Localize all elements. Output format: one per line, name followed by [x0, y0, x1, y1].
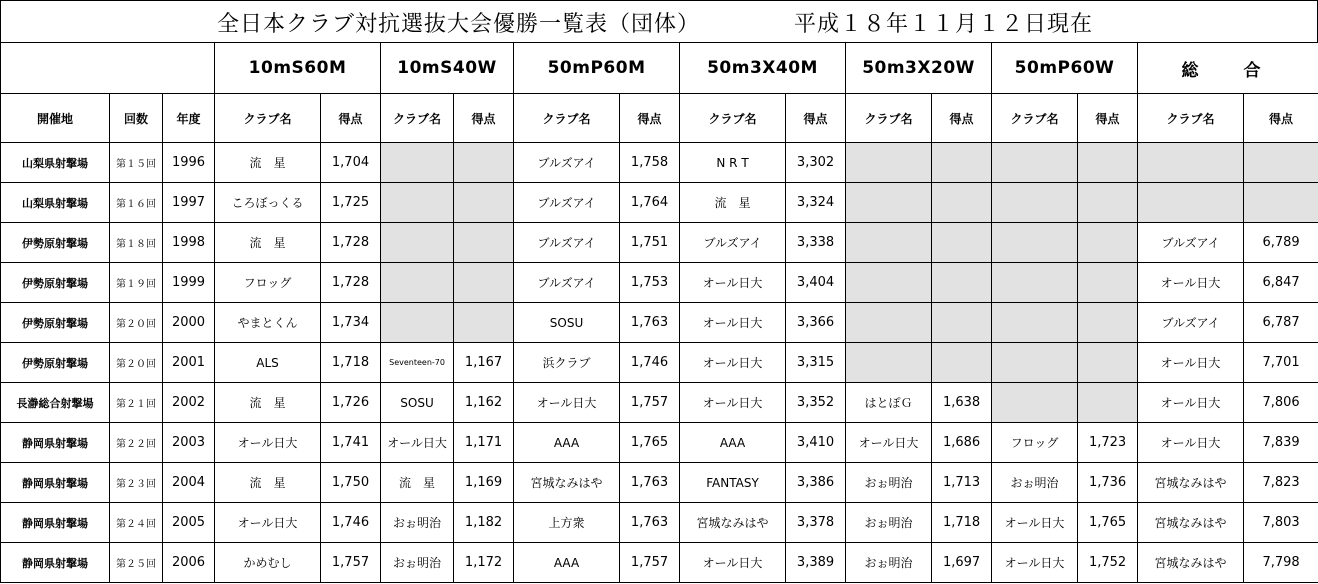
score-cell: 1,162 [454, 383, 514, 423]
table-row [1, 503, 1318, 543]
score-cell: 3,386 [786, 463, 846, 503]
year-cell: 1997 [163, 183, 215, 223]
score-cell: 3,315 [786, 343, 846, 383]
club-name-cell: おぉ明治 [846, 543, 932, 583]
score-cell: 7,823 [1244, 463, 1318, 503]
score-cell: 1,718 [321, 343, 381, 383]
empty-cell [992, 263, 1078, 303]
score-cell: 1,718 [932, 503, 992, 543]
score-cell: 1,713 [932, 463, 992, 503]
club-name-cell: おぉ明治 [381, 543, 454, 583]
round-cell: 第２０回 [110, 343, 163, 383]
score-header: 得点 [1078, 94, 1138, 143]
year-cell: 2001 [163, 343, 215, 383]
club-name-header: クラブ名 [514, 94, 620, 143]
club-name-cell: 流 星 [215, 223, 321, 263]
empty-cell [1138, 143, 1244, 183]
club-name-cell: ALS [215, 343, 321, 383]
club-name-cell: ブルズアイ [1138, 303, 1244, 343]
score-cell: 1,686 [932, 423, 992, 463]
empty-cell [381, 223, 454, 263]
score-cell: 1,728 [321, 263, 381, 303]
empty-cell [846, 183, 932, 223]
club-name-cell: ブルズアイ [680, 223, 786, 263]
score-cell: 1,741 [321, 423, 381, 463]
club-name-header: クラブ名 [680, 94, 786, 143]
score-cell: 1,171 [454, 423, 514, 463]
event-header: 50m3X20W [846, 43, 992, 94]
empty-cell [932, 223, 992, 263]
empty-cell [932, 183, 992, 223]
round-cell: 第１９回 [110, 263, 163, 303]
round-cell: 第１８回 [110, 223, 163, 263]
score-cell: 1,757 [321, 543, 381, 583]
club-name-cell: SOSU [381, 383, 454, 423]
sheet-title: 全日本クラブ対抗選抜大会優勝一覧表（団体） [217, 12, 701, 37]
club-name-header: クラブ名 [1138, 94, 1244, 143]
event-header: 10mS40W [381, 43, 514, 94]
score-cell: 7,839 [1244, 423, 1318, 463]
event-header-blank [1, 43, 215, 94]
round-cell: 第２２回 [110, 423, 163, 463]
score-cell: 1,723 [1078, 423, 1138, 463]
club-name-cell: オール日大 [846, 423, 932, 463]
venue-cell: 伊勢原射撃場 [1, 303, 110, 343]
club-name-cell: オール日大 [1138, 263, 1244, 303]
empty-cell [1078, 223, 1138, 263]
club-name-cell: 浜クラブ [514, 343, 620, 383]
score-cell: 7,798 [1244, 543, 1318, 583]
table-row [1, 303, 1318, 343]
year-cell: 2006 [163, 543, 215, 583]
empty-cell [454, 263, 514, 303]
venue-cell: 静岡県射撃場 [1, 423, 110, 463]
year-cell: 2004 [163, 463, 215, 503]
club-name-cell: オール日大 [992, 503, 1078, 543]
club-name-cell: ころぼっくる [215, 183, 321, 223]
empty-cell [846, 263, 932, 303]
empty-cell [454, 223, 514, 263]
column-header-row [1, 94, 1318, 143]
club-name-cell: ブルズアイ [514, 183, 620, 223]
table-row [1, 383, 1318, 423]
table-row [1, 263, 1318, 303]
club-name-cell: オール日大 [680, 543, 786, 583]
event-header: 50mP60M [514, 43, 680, 94]
table-row [1, 223, 1318, 263]
club-name-cell: ブルズアイ [514, 223, 620, 263]
club-name-cell: オール日大 [992, 543, 1078, 583]
score-cell: 3,324 [786, 183, 846, 223]
score-cell: 1,765 [1078, 503, 1138, 543]
year-cell: 1996 [163, 143, 215, 183]
round-cell: 第２４回 [110, 503, 163, 543]
empty-cell [1078, 303, 1138, 343]
score-cell: 7,701 [1244, 343, 1318, 383]
empty-cell [992, 143, 1078, 183]
score-cell: 1,704 [321, 143, 381, 183]
event-header: 50m3X40M [680, 43, 846, 94]
score-header: 得点 [786, 94, 846, 143]
score-cell: 6,847 [1244, 263, 1318, 303]
club-name-cell: おぉ明治 [992, 463, 1078, 503]
venue-cell: 長瀞総合射撃場 [1, 383, 110, 423]
table-row [1, 543, 1318, 583]
score-cell: 1,734 [321, 303, 381, 343]
score-cell: 1,169 [454, 463, 514, 503]
score-cell: 1,725 [321, 183, 381, 223]
table-row [1, 143, 1318, 183]
score-cell: 1,746 [321, 503, 381, 543]
score-cell: 1,726 [321, 383, 381, 423]
year-cell: 1999 [163, 263, 215, 303]
club-name-cell: 上方衆 [514, 503, 620, 543]
score-cell: 3,389 [786, 543, 846, 583]
year-cell: 2000 [163, 303, 215, 343]
table-body [1, 43, 1318, 583]
event-header: 50mP60W [992, 43, 1138, 94]
total-header: 総 合 [1138, 43, 1318, 94]
score-cell: 7,803 [1244, 503, 1318, 543]
empty-cell [992, 343, 1078, 383]
empty-cell [992, 383, 1078, 423]
club-name-cell: 流 星 [215, 463, 321, 503]
empty-cell [1244, 183, 1318, 223]
club-name-header: クラブ名 [846, 94, 932, 143]
empty-cell [1078, 143, 1138, 183]
empty-cell [992, 183, 1078, 223]
venue-cell: 山梨県射撃場 [1, 143, 110, 183]
year-cell: 2005 [163, 503, 215, 543]
club-name-cell: 宮城なみはや [680, 503, 786, 543]
empty-cell [932, 143, 992, 183]
score-cell: 1,763 [620, 503, 680, 543]
round-cell: 第２１回 [110, 383, 163, 423]
club-name-cell: AAA [680, 423, 786, 463]
club-name-cell: 宮城なみはや [1138, 463, 1244, 503]
score-cell: 1,757 [620, 383, 680, 423]
club-name-cell: オール日大 [215, 423, 321, 463]
round-header: 回数 [110, 94, 163, 143]
club-name-cell: オール日大 [680, 343, 786, 383]
round-cell: 第１６回 [110, 183, 163, 223]
score-cell: 3,352 [786, 383, 846, 423]
club-name-cell: ブルズアイ [1138, 223, 1244, 263]
venue-cell: 伊勢原射撃場 [1, 223, 110, 263]
round-cell: 第２５回 [110, 543, 163, 583]
empty-cell [992, 303, 1078, 343]
score-cell: 1,763 [620, 463, 680, 503]
club-name-cell: 宮城なみはや [1138, 503, 1244, 543]
score-header: 得点 [932, 94, 992, 143]
score-cell: 3,404 [786, 263, 846, 303]
score-cell: 1,182 [454, 503, 514, 543]
as-of-date: 平成１８年１１月１２日現在 [794, 12, 1094, 37]
round-cell: 第２０回 [110, 303, 163, 343]
club-name-cell: かめむし [215, 543, 321, 583]
club-name-cell: やまとくん [215, 303, 321, 343]
empty-cell [381, 143, 454, 183]
year-header: 年度 [163, 94, 215, 143]
club-name-cell: 流 星 [215, 383, 321, 423]
score-cell: 1,697 [932, 543, 992, 583]
score-cell: 1,763 [620, 303, 680, 343]
venue-cell: 伊勢原射撃場 [1, 263, 110, 303]
score-cell: 1,753 [620, 263, 680, 303]
score-cell: 1,765 [620, 423, 680, 463]
table-row [1, 183, 1318, 223]
club-name-cell: 流 星 [215, 143, 321, 183]
empty-cell [846, 223, 932, 263]
club-name-cell: オール日大 [680, 303, 786, 343]
year-cell: 2003 [163, 423, 215, 463]
club-name-cell: オール日大 [215, 503, 321, 543]
club-name-cell: SOSU [514, 303, 620, 343]
title-row [0, 0, 1318, 42]
club-name-cell: オール日大 [680, 263, 786, 303]
score-cell: 3,338 [786, 223, 846, 263]
club-name-header: クラブ名 [992, 94, 1078, 143]
score-cell: 1,736 [1078, 463, 1138, 503]
table-row [1, 423, 1318, 463]
club-name-cell: N R T [680, 143, 786, 183]
empty-cell [846, 343, 932, 383]
score-header: 得点 [620, 94, 680, 143]
event-header: 10mS60M [215, 43, 381, 94]
venue-cell: 山梨県射撃場 [1, 183, 110, 223]
round-cell: 第２３回 [110, 463, 163, 503]
club-name-cell: おぉ明治 [846, 503, 932, 543]
score-cell: 1,757 [620, 543, 680, 583]
empty-cell [932, 303, 992, 343]
club-name-cell: Seventeen-70 [381, 343, 454, 383]
score-cell: 1,172 [454, 543, 514, 583]
score-cell: 1,746 [620, 343, 680, 383]
year-cell: 1998 [163, 223, 215, 263]
club-name-cell: はとぽＧ [846, 383, 932, 423]
venue-cell: 静岡県射撃場 [1, 543, 110, 583]
club-name-header: クラブ名 [381, 94, 454, 143]
club-name-cell: おぉ明治 [381, 503, 454, 543]
score-cell: 3,378 [786, 503, 846, 543]
score-cell: 1,638 [932, 383, 992, 423]
score-cell: 1,728 [321, 223, 381, 263]
score-header: 得点 [321, 94, 381, 143]
club-name-cell: オール日大 [514, 383, 620, 423]
score-cell: 1,764 [620, 183, 680, 223]
club-name-cell: フロッグ [992, 423, 1078, 463]
club-name-cell: オール日大 [1138, 383, 1244, 423]
results-table [0, 42, 1318, 583]
club-name-cell: AAA [514, 543, 620, 583]
score-cell: 1,751 [620, 223, 680, 263]
venue-cell: 静岡県射撃場 [1, 503, 110, 543]
score-cell: 3,302 [786, 143, 846, 183]
empty-cell [454, 183, 514, 223]
empty-cell [381, 183, 454, 223]
score-cell: 1,750 [321, 463, 381, 503]
empty-cell [846, 303, 932, 343]
club-name-cell: フロッグ [215, 263, 321, 303]
year-cell: 2002 [163, 383, 215, 423]
score-cell: 1,758 [620, 143, 680, 183]
empty-cell [932, 343, 992, 383]
empty-cell [454, 143, 514, 183]
score-header: 得点 [454, 94, 514, 143]
empty-cell [454, 303, 514, 343]
club-name-cell: AAA [514, 423, 620, 463]
club-name-cell: 流 星 [381, 463, 454, 503]
club-name-cell: おぉ明治 [846, 463, 932, 503]
club-name-cell: オール日大 [680, 383, 786, 423]
score-header: 得点 [1244, 94, 1318, 143]
round-cell: 第１５回 [110, 143, 163, 183]
empty-cell [381, 303, 454, 343]
venue-cell: 静岡県射撃場 [1, 463, 110, 503]
club-name-header: クラブ名 [215, 94, 321, 143]
score-cell: 6,789 [1244, 223, 1318, 263]
club-name-cell: ブルズアイ [514, 143, 620, 183]
empty-cell [1078, 263, 1138, 303]
club-name-cell: オール日大 [1138, 423, 1244, 463]
venue-header: 開催地 [1, 94, 110, 143]
empty-cell [1078, 183, 1138, 223]
score-cell: 3,410 [786, 423, 846, 463]
score-cell: 1,752 [1078, 543, 1138, 583]
score-cell: 3,366 [786, 303, 846, 343]
empty-cell [1244, 143, 1318, 183]
empty-cell [932, 263, 992, 303]
empty-cell [1078, 383, 1138, 423]
club-name-cell: ブルズアイ [514, 263, 620, 303]
score-cell: 7,806 [1244, 383, 1318, 423]
club-name-cell: FANTASY [680, 463, 786, 503]
club-name-cell: オール日大 [381, 423, 454, 463]
venue-cell: 伊勢原射撃場 [1, 343, 110, 383]
table-row [1, 343, 1318, 383]
score-cell: 1,167 [454, 343, 514, 383]
club-name-cell: 宮城なみはや [514, 463, 620, 503]
score-cell: 6,787 [1244, 303, 1318, 343]
club-name-cell: 宮城なみはや [1138, 543, 1244, 583]
empty-cell [846, 143, 932, 183]
event-header-row [1, 43, 1318, 94]
empty-cell [992, 223, 1078, 263]
club-name-cell: オール日大 [1138, 343, 1244, 383]
club-name-cell: 流 星 [680, 183, 786, 223]
empty-cell [1078, 343, 1138, 383]
empty-cell [381, 263, 454, 303]
table-row [1, 463, 1318, 503]
empty-cell [1138, 183, 1244, 223]
